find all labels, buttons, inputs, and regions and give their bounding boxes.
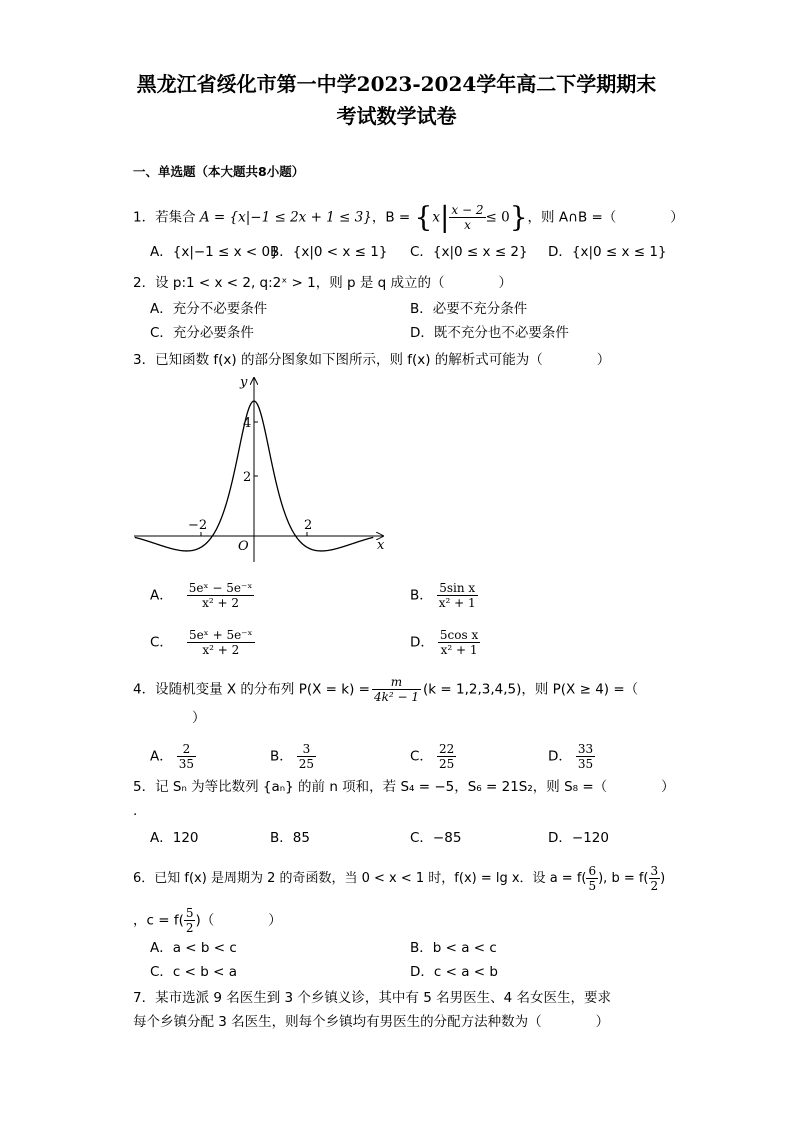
q4-option-d: D． $\frac{33}{35}$ [548,742,594,771]
q6-option-b: B．b < a < c [410,940,497,956]
q1-option-a: A．{x|−1 ≤ x < 0} [150,244,279,260]
q4-option-c: C． $\frac{22}{25}$ [410,742,455,771]
exam-title-line2: 考试数学试卷 [336,104,457,128]
q1-fraction: $\frac{x - 2}{x}$ [451,203,484,232]
tick-label-y2: 2 [243,470,252,485]
q1-option-d: D．{x|0 ≤ x ≤ 1} [548,244,667,260]
q6-stem: 6．已知 f(x) 是周期为 2 的奇函数，当 0 < x < 1 时，f(x) = lg x．设 a = f( $\frac{6}{5}$ ), b = f( $\frac{3}{2}$ ) [133,864,666,893]
q6-stem-line2: ，c = f( $\frac{5}{2}$ )（ ） [133,906,282,935]
q5-option-d: D．−120 [548,830,609,846]
q2-option-c: C．充分必要条件 [150,325,254,341]
q5-stem: 5．记 Sₙ 为等比数列 {aₙ} 的前 n 项和，若 S₄ = −5，S₆ = 21S₂，则 S₈ =（ ） [133,779,675,795]
q2-option-b: B．必要不充分条件 [410,301,528,317]
q7-stem-line1: 7．某市选派 9 名医生到 3 个乡镇义诊，其中有 5 名男医生、4 名女医生，要求 [133,990,611,1006]
q6-option-d: D．c < a < b [410,964,498,980]
tick-label-4: 4 [243,416,252,431]
exam-title-line1: 黑龙江省绥化市第一中学2023-2024学年高二下学期期末 [136,72,657,96]
q3-option-a: A． $\frac{\text{5eˣ − 5e⁻ˣ}}{\text{x² + 2}}$ [150,581,253,610]
q2-stem: 2．设 p:1 < x < 2, q:2ˣ > 1，则 p 是 q 成立的（ ） [133,275,513,291]
q5-option-b: B．85 [270,830,310,846]
tick-label-neg2: −2 [188,518,208,533]
q1-set-a: A = {x|−1 ≤ 2x + 1 ≤ 3} [199,209,372,226]
origin-label: O [238,539,249,554]
q2-option-a: A．充分不必要条件 [150,301,268,317]
q4-stem-end: ） [192,710,206,726]
q6-option-c: C．c < b < a [150,964,237,980]
section-heading: 一、单选题（本大题共8小题） [133,164,305,179]
q6-option-a: A．a < b < c [150,940,237,956]
y-axis-label: y [240,375,248,390]
q1-stem: 1．若集合 A = {x|−1 ≤ 2x + 1 ≤ 3}，B = {x| $\frac{x - 2}{x}$ ≤ 0}，则 A∩B =（ ） [133,200,684,234]
q5-option-a: A．120 [150,830,199,846]
q3-option-d: D． $\frac{\text{5cos x}}{\text{x² + 1}}$ [410,628,479,657]
q3-function-graph [130,372,395,564]
q4-option-a: A． $\frac{2}{35}$ [150,742,195,771]
q4-stem: 4．设随机变量 X 的分布列 P(X = k) = $\frac{m}{\text{4k² − 1}}$ (k = 1,2,3,4,5)，则 P(X ≥ 4) =（ [133,675,639,704]
q1-option-c: C．{x|0 ≤ x ≤ 2} [410,244,528,260]
q3-stem: 3．已知函数 f(x) 的部分图象如下图所示，则 f(x) 的解析式可能为（ ） [133,352,611,368]
x-axis-label: x [377,538,385,553]
q1-option-b: B．{x|0 < x ≤ 1} [270,244,388,260]
q5-dot: . [133,803,138,819]
tick-label-2: 2 [304,518,313,533]
q4-option-b: B． $\frac{3}{25}$ [270,742,315,771]
q2-option-d: D．既不充分也不必要条件 [410,325,569,341]
q3-option-b: B． $\frac{\text{5sin x}}{\text{x² + 1}}$ [410,581,476,610]
q7-stem-line2: 每个乡镇分配 3 名医生，则每个乡镇均有男医生的分配方法种数为（ ） [133,1014,610,1030]
q5-option-c: C．−85 [410,830,462,846]
q3-option-c: C． $\frac{\text{5eˣ + 5e⁻ˣ}}{\text{x² + 2}}$ [150,628,253,657]
